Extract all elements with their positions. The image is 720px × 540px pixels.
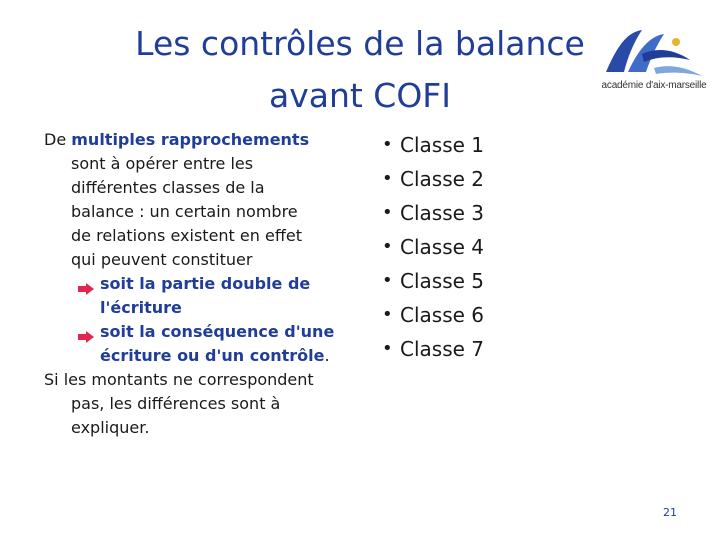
sub-item-1-line-1: soit la partie double de	[100, 274, 311, 293]
list-item	[382, 162, 522, 196]
bullet-icon: •	[382, 338, 393, 359]
sub-item-2	[78, 320, 364, 368]
list-item	[382, 230, 522, 264]
intro-line-5: de relations existent en effet	[71, 226, 302, 245]
class-label: Classe 5	[400, 269, 485, 293]
explanation-text	[44, 128, 364, 440]
intro-line-3: différentes classes de la	[71, 178, 265, 197]
list-item	[382, 264, 522, 298]
page-number: 21	[663, 506, 677, 519]
logo-text: académie d'aix-marseille	[601, 80, 707, 91]
academy-logo-icon	[598, 24, 710, 80]
arrow-icon	[78, 272, 100, 302]
list-item	[382, 332, 522, 366]
sub-item-2-suffix: .	[324, 346, 330, 365]
class-label: Classe 4	[400, 235, 485, 259]
arrow-icon	[78, 320, 100, 350]
intro-prefix: De	[44, 130, 72, 149]
bullet-icon: •	[382, 304, 393, 325]
intro-highlight: multiples rapprochements	[71, 130, 310, 149]
slide-title	[120, 18, 600, 122]
sub-item-2-line-1: soit la conséquence d'une	[100, 322, 335, 341]
title-line-1: Les contrôles de la balance	[135, 24, 585, 63]
bullet-icon: •	[382, 202, 393, 223]
list-item	[382, 298, 522, 332]
intro-line-2: sont à opérer entre les	[71, 154, 254, 173]
list-item	[382, 128, 522, 162]
closing-line-3: expliquer.	[71, 418, 150, 437]
closing-line-2: pas, les différences sont à	[71, 394, 281, 413]
sub-item-1	[78, 272, 364, 320]
closing-paragraph	[44, 368, 364, 440]
intro-line-4: balance : un certain nombre	[71, 202, 298, 221]
class-list	[382, 128, 522, 366]
title-line-2: avant COFI	[268, 76, 452, 115]
intro-line-6: qui peuvent constituer	[71, 250, 253, 269]
sub-item-2-line-2: écriture ou d'un contrôle	[100, 346, 325, 365]
class-label: Classe 1	[400, 133, 485, 157]
sub-item-1-line-2: l'écriture	[100, 298, 182, 317]
academy-logo	[598, 24, 710, 100]
class-label: Classe 7	[400, 337, 485, 361]
bullet-icon: •	[382, 168, 393, 189]
bullet-icon: •	[382, 236, 393, 257]
bullet-icon: •	[382, 270, 393, 291]
class-label: Classe 2	[400, 167, 485, 191]
class-label: Classe 3	[400, 201, 485, 225]
class-label: Classe 6	[400, 303, 485, 327]
list-item	[382, 196, 522, 230]
closing-line-1: Si les montants ne correspondent	[44, 370, 314, 389]
intro-paragraph	[44, 128, 364, 272]
bullet-icon: •	[382, 134, 393, 155]
